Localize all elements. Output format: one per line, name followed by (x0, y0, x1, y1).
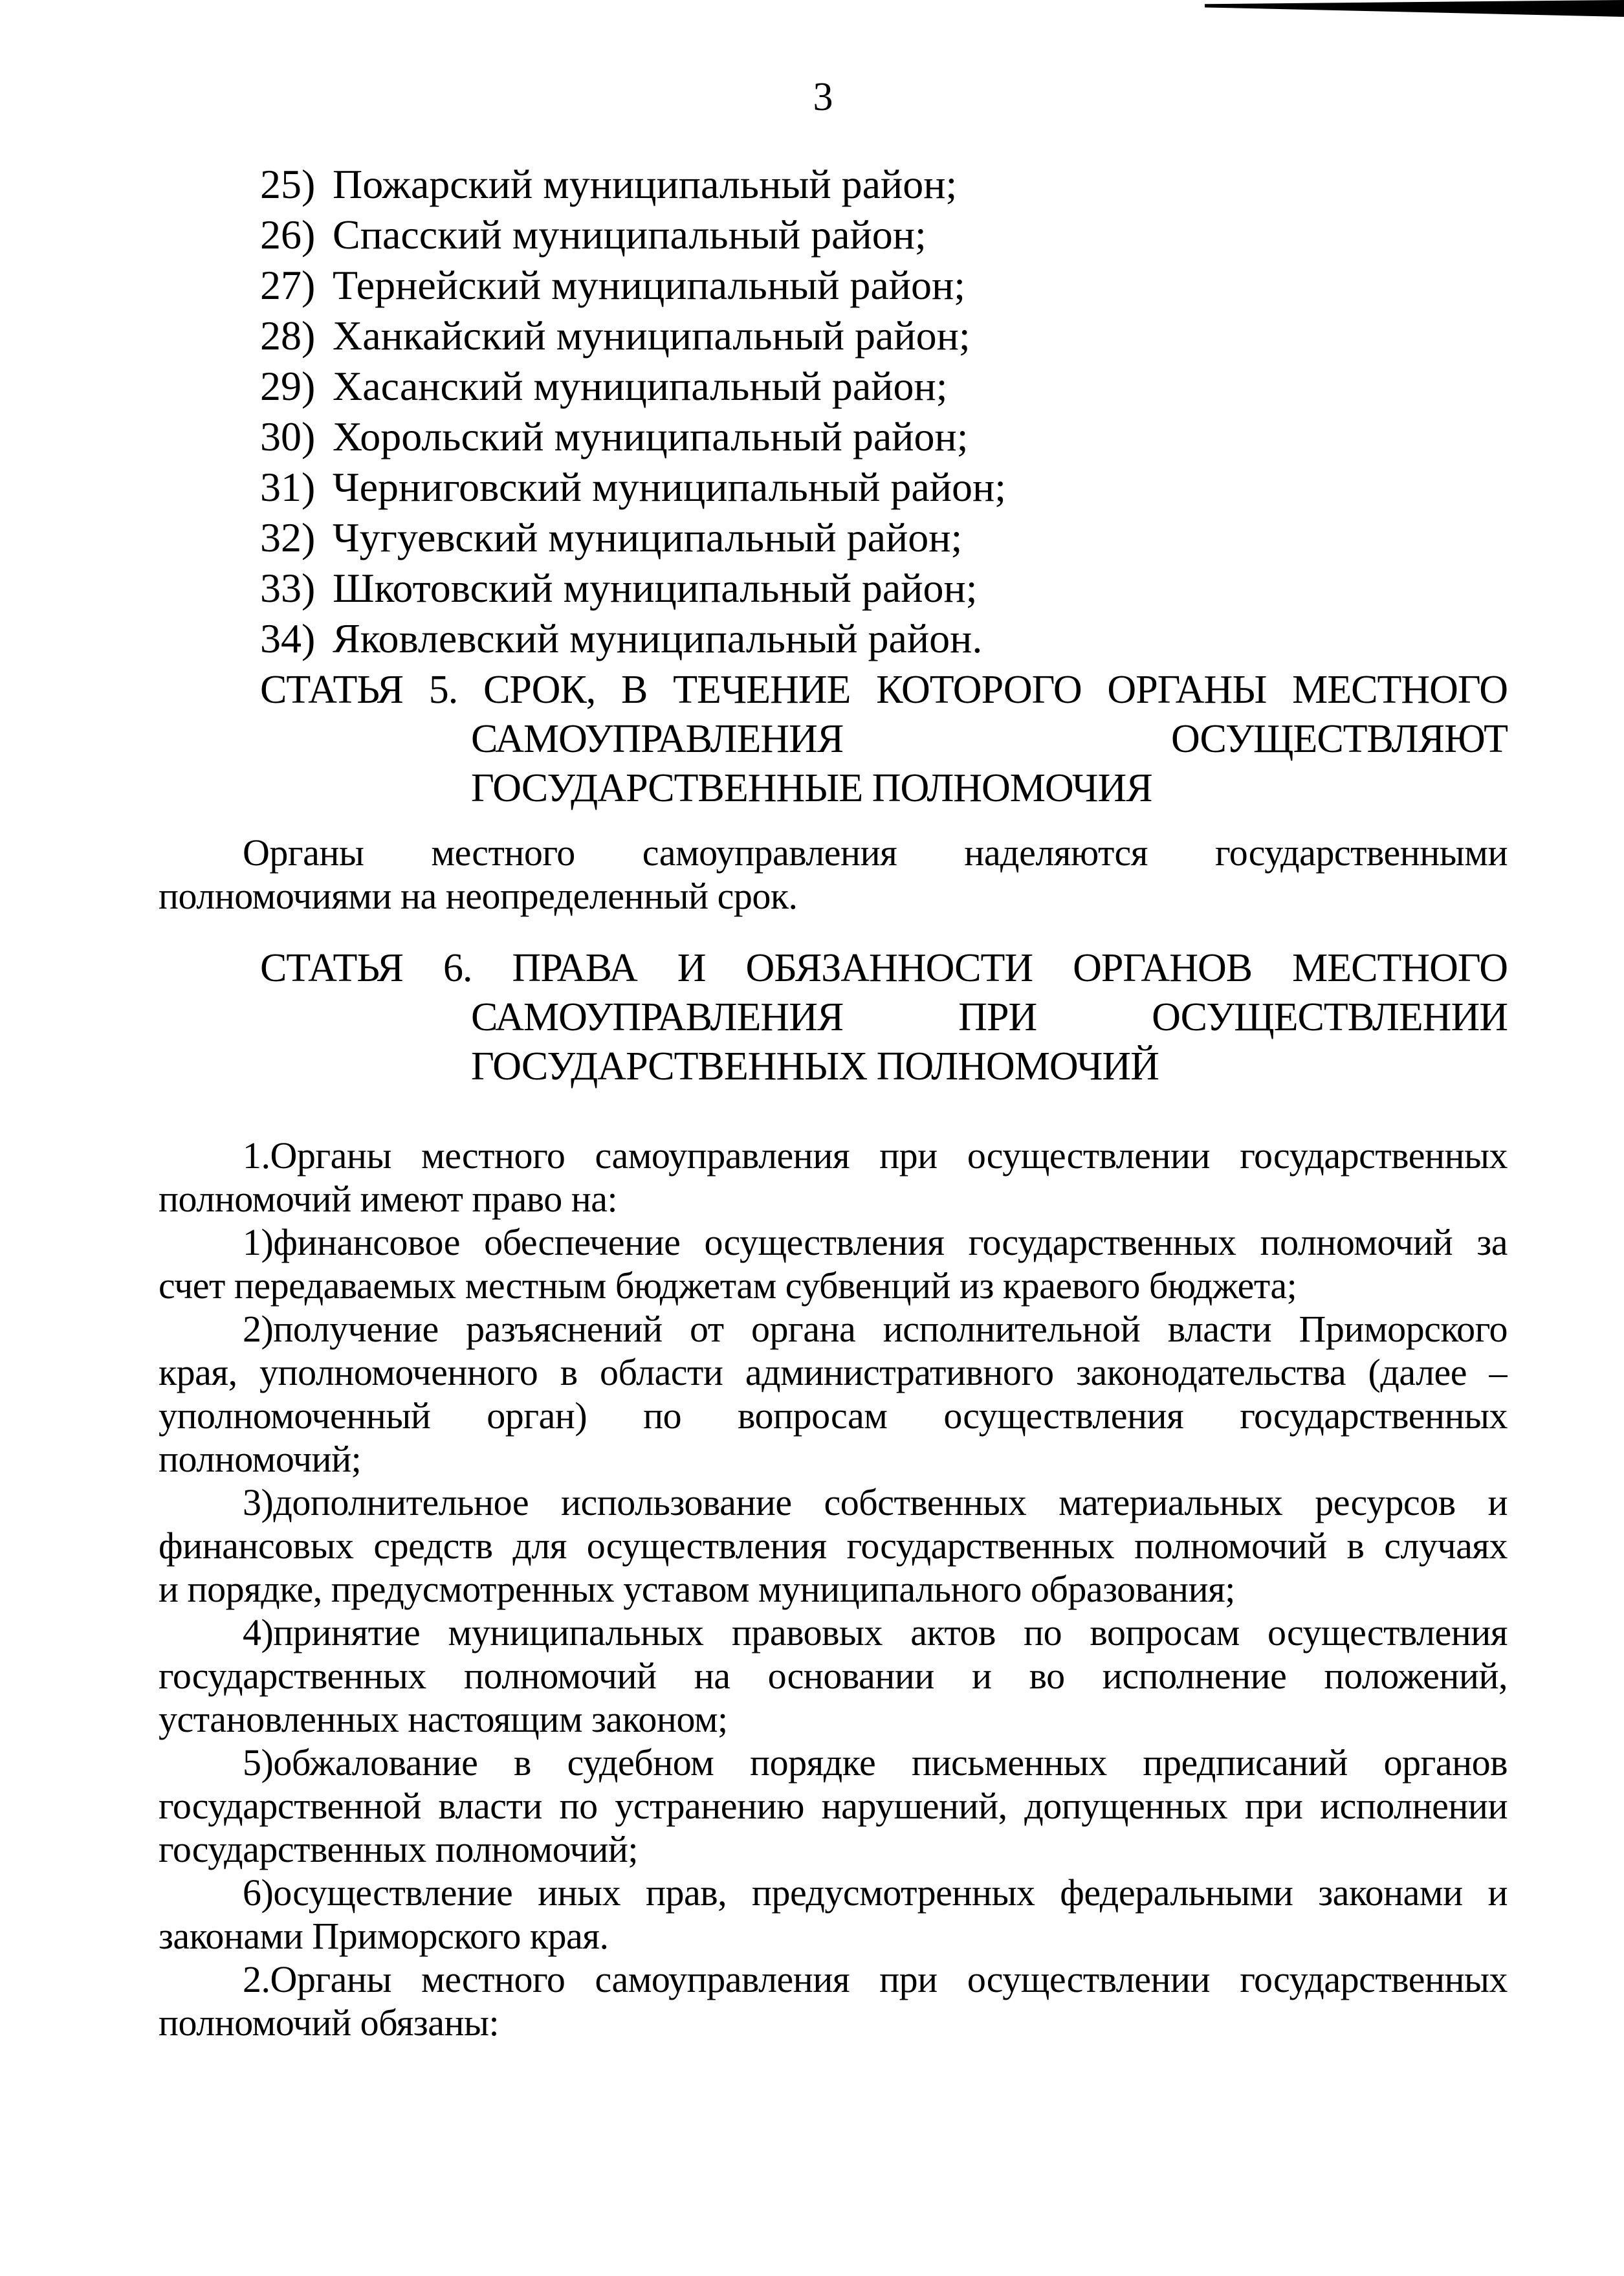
list-item (260, 412, 1006, 462)
article6-body-line: счет передаваемых местным бюджетам субвенций из краевого бюджета; (159, 1265, 1297, 1307)
list-item (260, 462, 1006, 513)
article6-body-line: государственных полномочий на основании и во исполнение положений, (159, 1655, 1508, 1697)
article6-body-line: 1.Органы местного самоуправления при осуществлении государственных (243, 1134, 1508, 1177)
article6-heading-line: СТАТЬЯ 6. ПРАВА И ОБЯЗАННОСТИ ОРГАНОВ МЕСТНОГО (260, 946, 1508, 990)
article6-heading-line: САМОУПРАВЛЕНИЯ ПРИ ОСУЩЕСТВЛЕНИИ (471, 995, 1508, 1039)
article6-body-line: края, уполномоченного в области административного законодательства (далее – (159, 1351, 1508, 1393)
list-item-text: Тернейский муниципальный район; (333, 262, 965, 308)
article6-body-line: 2)получение разъяснений от органа исполнительной власти Приморского (243, 1308, 1508, 1350)
article5-paragraph-line: Органы местного самоуправления наделяются государственными (243, 832, 1508, 874)
article6-body-line: 6)осуществление иных прав, предусмотренных федеральными законами и (243, 1872, 1508, 1914)
list-item-number: 27) (260, 262, 316, 308)
list-item-number: 31) (260, 464, 316, 510)
list-item-text: Спасский муниципальный район; (333, 212, 927, 258)
article5-paragraph (159, 831, 1508, 918)
article6-body-line: полномочий; (159, 1438, 362, 1480)
list-item-text: Черниговский муниципальный район; (333, 464, 1007, 510)
list-item (260, 260, 1006, 311)
article6-body-line: государственной власти по устранению нарушений, допущенных при исполнении (159, 1785, 1508, 1827)
article5-paragraph-line: полномочиями на неопределенный срок. (159, 875, 798, 917)
list-item (260, 613, 1006, 664)
list-item-number: 33) (260, 565, 316, 611)
article5-heading (260, 665, 1508, 813)
article6-body-line: законами Приморского края. (159, 1915, 609, 1957)
list-item-number: 25) (260, 161, 316, 207)
article5-heading-line: САМОУПРАВЛЕНИЯ ОСУЩЕСТВЛЯЮТ (471, 717, 1508, 761)
article6-heading (260, 944, 1508, 1091)
district-list (260, 159, 1006, 664)
list-item-text: Ханкайский муниципальный район; (333, 313, 971, 359)
list-item (260, 311, 1006, 361)
list-item (260, 159, 1006, 210)
article6-body-line: и порядке, предусмотренных уставом муниципального образования; (159, 1568, 1235, 1610)
article6-body-line: 4)принятие муниципальных правовых актов по вопросам осуществления (243, 1611, 1508, 1653)
article6-body-line: установленных настоящим законом; (159, 1698, 728, 1740)
article5-heading-line: ГОСУДАРСТВЕННЫЕ ПОЛНОМОЧИЯ (471, 766, 1152, 810)
article6-heading-line: ГОСУДАРСТВЕННЫХ ПОЛНОМОЧИЙ (471, 1044, 1159, 1088)
list-item-number: 34) (260, 615, 316, 661)
list-item (260, 210, 1006, 260)
article6-body (159, 1134, 1508, 2044)
list-item (260, 513, 1006, 563)
article6-body-line: государственных полномочий; (159, 1828, 639, 1870)
article6-body-line: 3)дополнительное использование собственных материальных ресурсов и (243, 1481, 1508, 1523)
list-item-text: Хорольский муниципальный район; (333, 414, 969, 459)
list-item-number: 28) (260, 313, 316, 359)
article6-body-line: финансовых средств для осуществления государственных полномочий в случаях (159, 1525, 1508, 1567)
list-item-text: Шкотовский муниципальный район; (333, 565, 978, 611)
list-item-text: Чугуевский муниципальный район; (333, 514, 963, 560)
article6-body-line: 1)финансовое обеспечение осуществления государственных полномочий за (243, 1221, 1508, 1263)
list-item-number: 30) (260, 414, 316, 459)
list-item-text: Пожарский муниципальный район; (333, 161, 958, 207)
list-item-text: Хасанский муниципальный район; (333, 363, 948, 409)
article6-body-line: уполномоченный орган) по вопросам осуществления государственных (159, 1395, 1508, 1437)
list-item (260, 563, 1006, 613)
article6-body-line: 2.Органы местного самоуправления при осуществлении государственных (243, 1958, 1508, 2000)
article6-body-line: 5)обжалование в судебном порядке письменных предписаний органов (243, 1741, 1508, 1784)
list-item-number: 26) (260, 212, 316, 258)
article5-heading-line: СТАТЬЯ 5. СРОК, В ТЕЧЕНИЕ КОТОРОГО ОРГАНЫ МЕСТНОГО (260, 668, 1508, 712)
article6-body-line: полномочий имеют право на: (159, 1178, 618, 1220)
article6-body-line: полномочий обязаны: (159, 2002, 499, 2044)
list-item-number: 29) (260, 363, 316, 409)
list-item-number: 32) (260, 514, 316, 560)
page-number: 3 (813, 75, 833, 119)
scan-artifact-bar (1205, 0, 1624, 17)
list-item (260, 361, 1006, 412)
list-item-text: Яковлевский муниципальный район. (333, 615, 983, 661)
